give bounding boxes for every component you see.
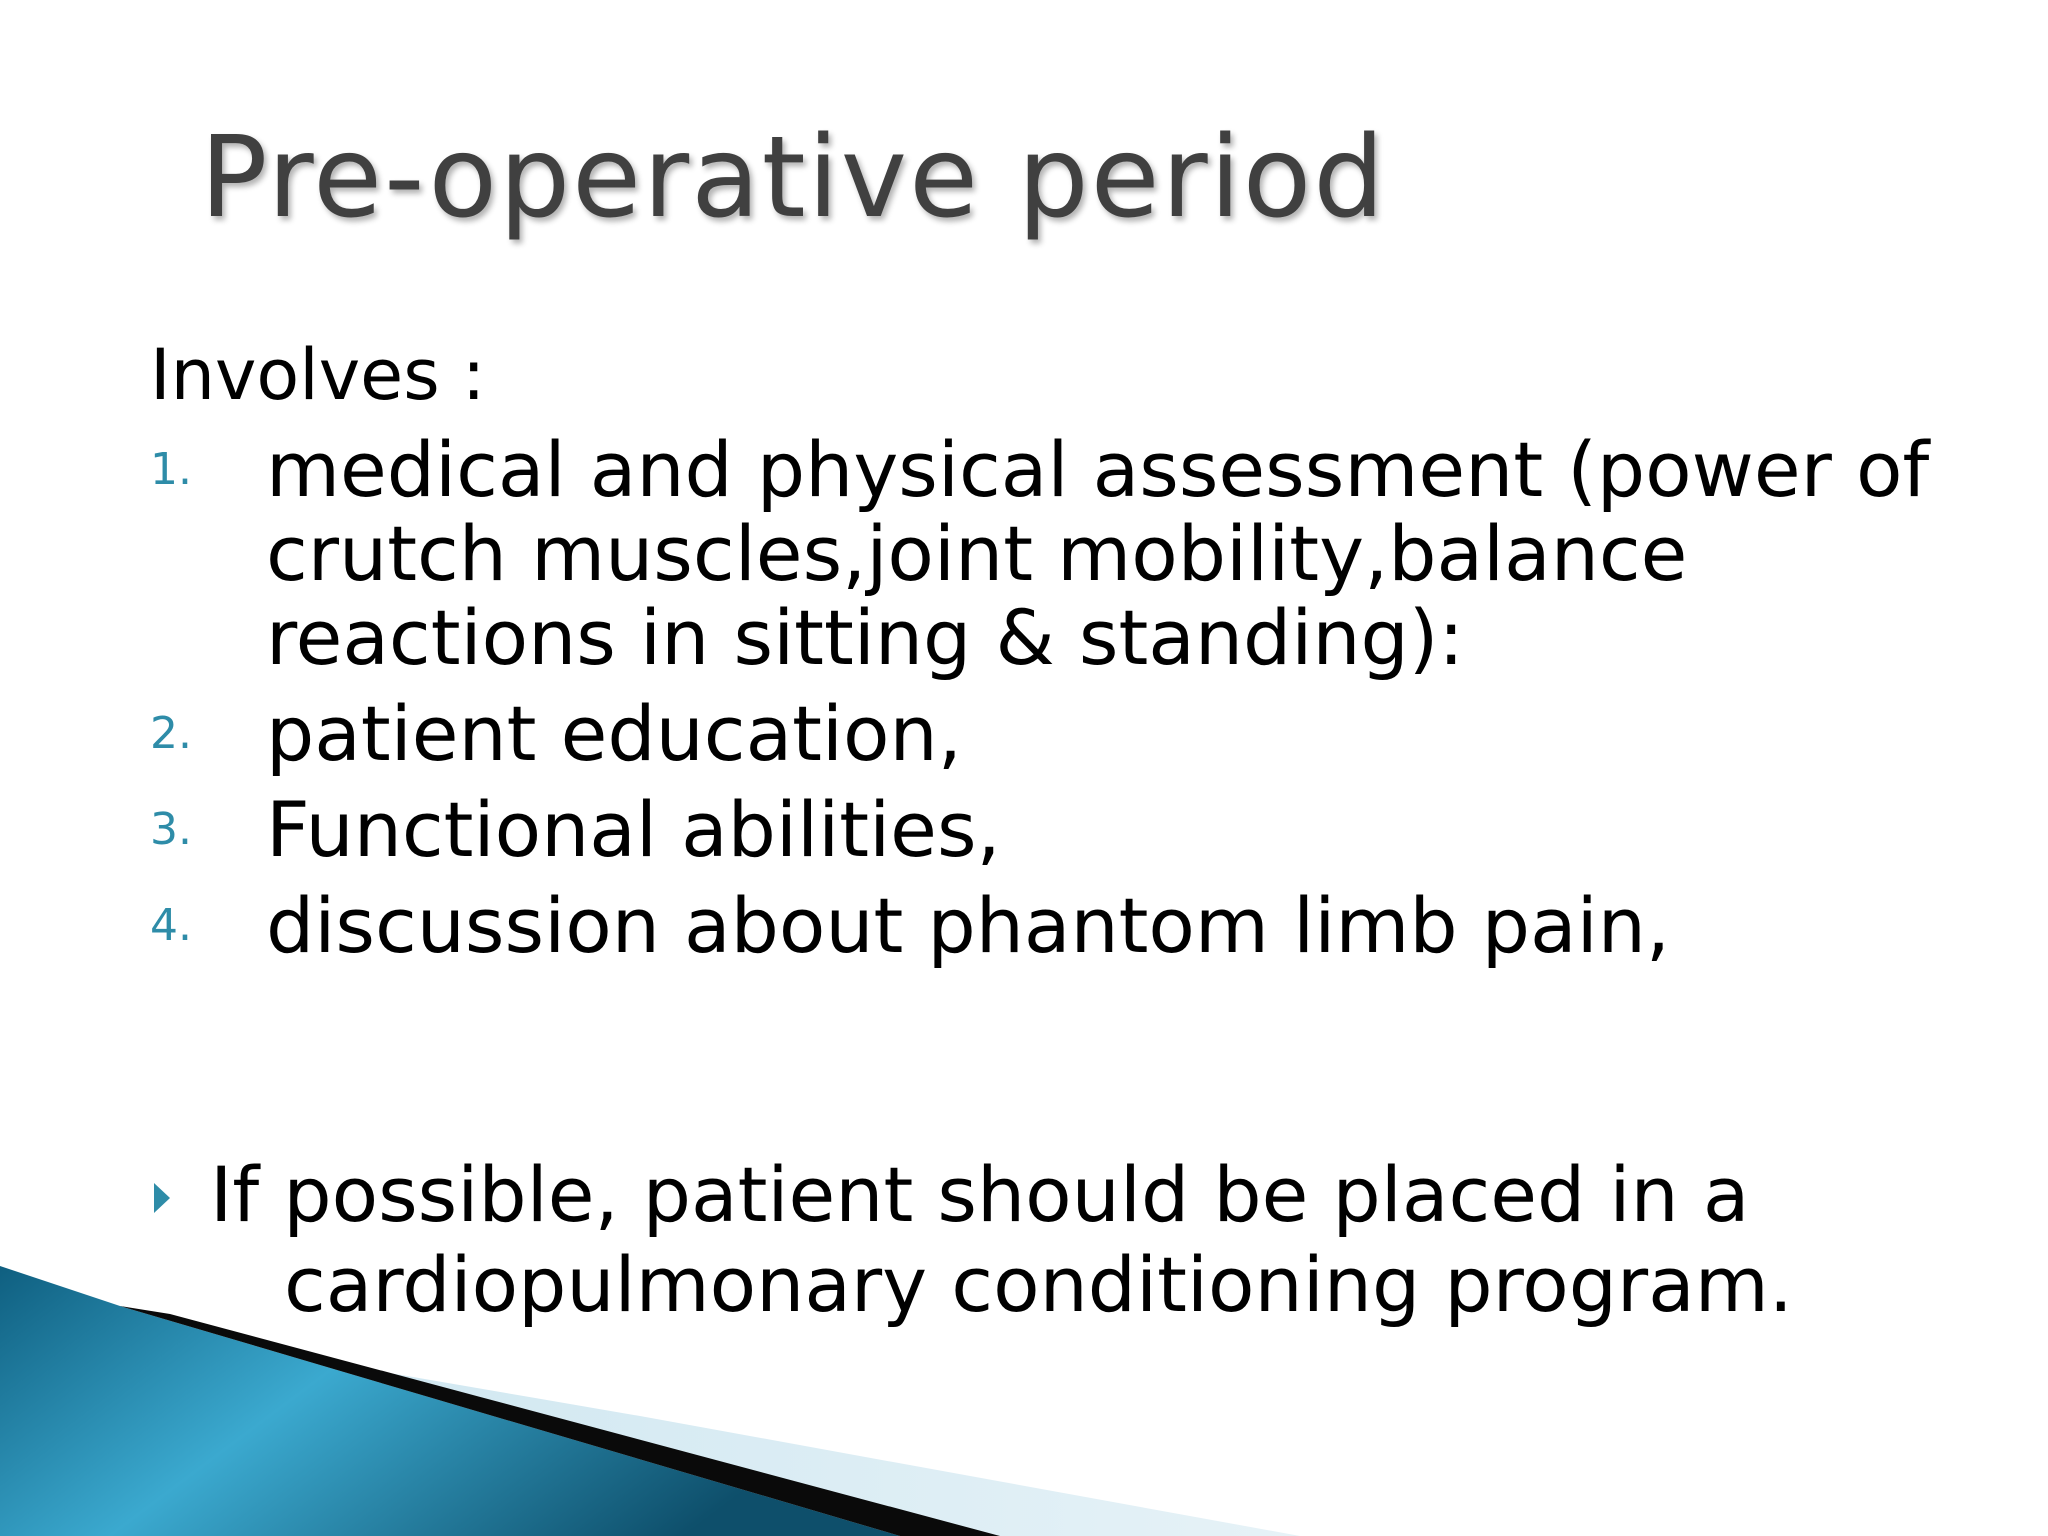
- list-item: [150, 785, 2000, 874]
- bullet-line-1: If possible, patient should be placed in a: [210, 1150, 1750, 1239]
- list-number: 2.: [150, 708, 192, 759]
- bullet-line-2: cardiopulmonary conditioning program.: [284, 1240, 1793, 1329]
- list-item: [150, 689, 2000, 778]
- list-item-text: Functional abilities,: [266, 785, 1001, 874]
- intro-label: Involves :: [150, 334, 486, 416]
- list-number: 4.: [150, 900, 192, 951]
- decorative-swoosh: [0, 1266, 2048, 1536]
- triangle-bullet-icon: [154, 1183, 170, 1213]
- slide-title: Pre-operative period: [200, 113, 1387, 243]
- list-item-text: discussion about phantom limb pain,: [266, 881, 1671, 970]
- list-number: 3.: [150, 804, 192, 855]
- list-number: 1.: [150, 444, 192, 495]
- list-item-text: patient education,: [266, 689, 962, 778]
- list-item-text: medical and physical assessment (power of crutch muscles,joint mobility,balance reactions in sitting & standing):: [266, 425, 1930, 682]
- list-item: [150, 881, 2000, 970]
- list-item: [150, 425, 2000, 682]
- numbered-list: [150, 425, 2000, 980]
